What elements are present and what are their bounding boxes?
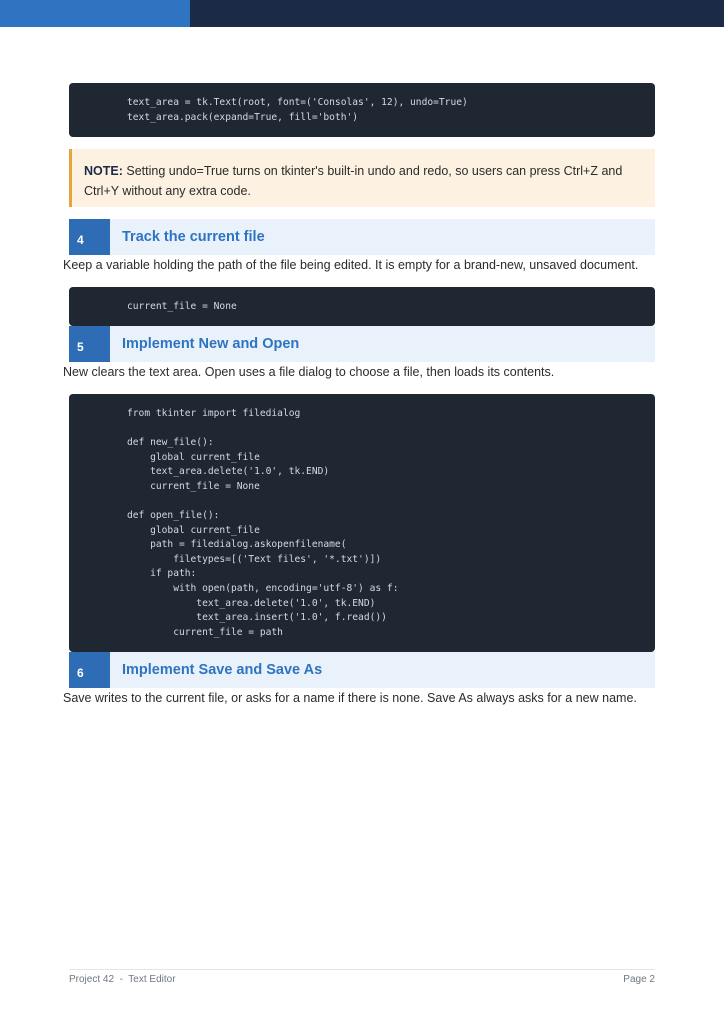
note-callout — [69, 149, 655, 207]
step-header — [69, 219, 655, 255]
footer-divider — [69, 969, 655, 970]
page-content — [63, 83, 655, 709]
step-description: New clears the text area. Open uses a file dialog to choose a file, then loads its contents. — [63, 365, 555, 380]
note-text: Setting undo=True turns on tkinter's built-in undo and redo, so users can press Ctrl+Z and Ctrl+Y without any extra code. — [84, 164, 623, 199]
step-number: 5 — [69, 326, 110, 362]
footer-project: Project 42 - Text Editor — [69, 974, 176, 985]
step-description: Save writes to the current file, or asks for a name if there is none. Save As always asks for a new name. — [63, 691, 637, 706]
step-title: Implement New and Open — [122, 336, 300, 353]
step-title: Track the current file — [122, 229, 265, 246]
step-header — [69, 652, 655, 688]
footer-page-number: Page 2 — [623, 974, 655, 985]
header-accent — [0, 0, 190, 27]
header-bar — [0, 0, 724, 27]
note-label: NOTE: — [84, 164, 123, 179]
step-description: Keep a variable holding the path of the file being edited. It is empty for a brand-new, unsaved document. — [63, 258, 639, 273]
step-header — [69, 326, 655, 362]
code-block-current-file: current_file = None — [69, 287, 655, 327]
step-number: 6 — [69, 652, 110, 688]
code-block-text-area: text_area = tk.Text(root, font=('Consolas', 12), undo=True) text_area.pack(expand=True, fill='both') — [69, 83, 655, 137]
step-number: 4 — [69, 219, 110, 255]
step-title: Implement Save and Save As — [122, 662, 323, 679]
code-block-new-open: from tkinter import filedialog def new_file(): global current_file text_area.delete('1.0', tk.END) current_file = None def open_file(): global current_file path = filedialog.askopenfilename( filetypes=[('Text files', '*.txt')]) if path: with open(path, encoding='utf-8') as f: text_area.delete('1.0', tk.END) text_area.insert('1.0', f.read()) current_file = path — [69, 394, 655, 653]
